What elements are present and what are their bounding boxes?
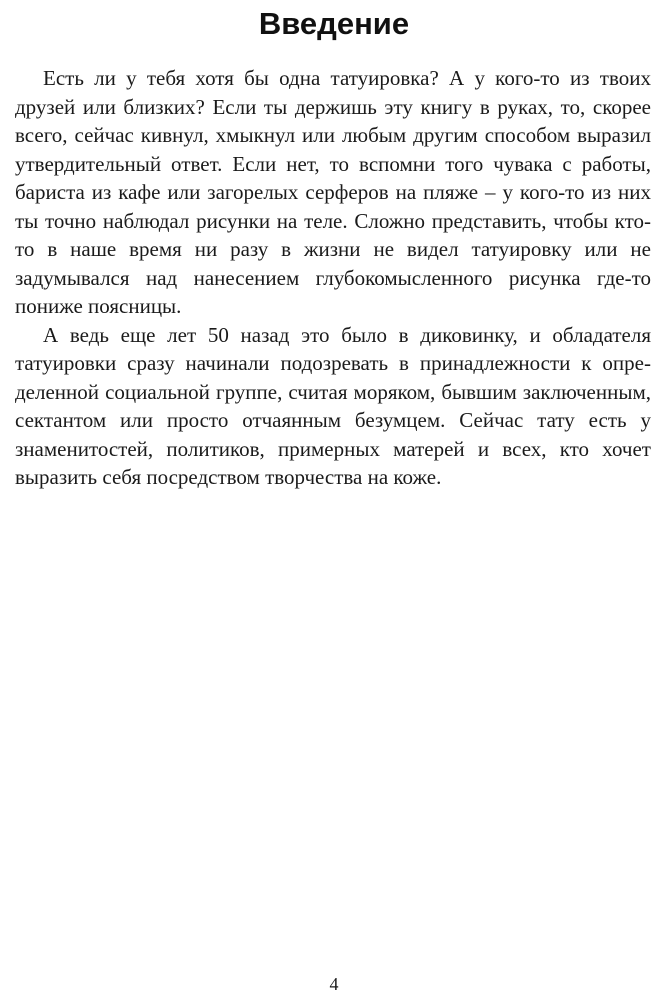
page-number: 4 [329,974,339,994]
paragraph: Есть ли у тебя хотя бы одна татуировка? А у кого-то из твоих друзей или близких? Если ты держишь эту книгу в руках, то, скорее всего, сейчас кивнул, хмыкнул или любым другим способом выразил утвердительный ответ. Если нет, то вспомни того чувака с работы, бариста из кафе или загорелых серферов на пляже – у кого-то из них ты точно наблюдал рисунки на теле. Сложно представить, чтобы кто-то в наше время ни разу в жизни не видел татуировку или не задумывался над нанесением глубокомысленного рисунка где-то пониже поясницы. [15,66,651,318]
paragraph: А ведь еще лет 50 назад это было в диковинку, и обладателя татуировки сразу начинали подозревать в принадлежности к определенной социальной группе, считая моряком, бывшим заключенным, сектантом или просто отчаянным безумцем. Сейчас тату есть у знаменитостей, политиков, примерных матерей и всех, кто хочет выразить себя посредством творчества на коже. [15,322,651,489]
chapter-title: Введение [258,6,410,41]
body-text [15,64,651,492]
